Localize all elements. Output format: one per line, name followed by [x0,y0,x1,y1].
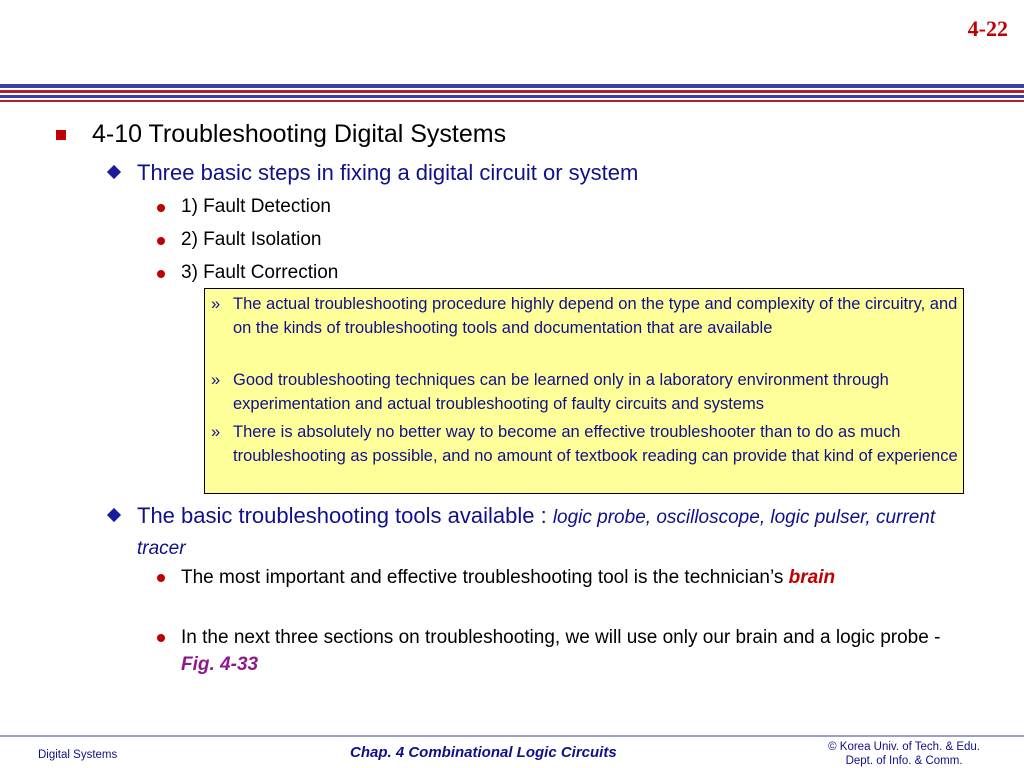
diamond-bullet-icon [107,508,121,522]
page-number: 4-22 [967,16,1008,41]
tool-point-text: In the next three sections on troubleshooting, we will use only our brain and a logic probe - [181,627,941,648]
tool-point [181,565,951,590]
note-item [211,368,959,416]
note-text: Good troubleshooting techniques can be learned only in a laboratory environment through experimentation and actual troubleshooting of faulty circuits and systems [233,371,889,413]
brain-emphasis: brain [788,567,836,588]
note-text: There is absolutely no better way to become an effective troubleshooter than to do as much troubleshooting as possible, and no amount of textbook reading can provide that kind of experience [233,423,958,465]
section-title-text: 4-10 Troubleshooting Digital Systems [92,120,507,148]
note-marker: » [211,423,221,441]
note-item [211,292,959,340]
tools-heading [137,501,937,563]
footer-rule [0,735,1024,737]
steps-heading [137,160,638,186]
step-item [181,229,321,251]
tools-heading-text: The basic troubleshooting tools available : [137,503,553,528]
round-bullet-icon [157,204,165,212]
header-rule [0,84,1024,102]
step-item [181,196,331,218]
step-item-label: 3) Fault Correction [181,262,339,283]
tool-point-text: The most important and effective troubleshooting tool is the technician’s [181,567,789,588]
note-text: The actual troubleshooting procedure highly depend on the type and complexity of the circuitry, and on the kinds of troubleshooting tools and documentation that are available [233,295,958,337]
steps-heading-text: Three basic steps in fixing a digital circuit or system [137,160,639,185]
footer-copyright [828,740,980,768]
step-item-label: 1) Fault Detection [181,196,331,217]
figure-reference: Fig. 4-33 [181,654,259,675]
round-bullet-icon [157,270,165,278]
round-bullet-icon [157,574,165,582]
step-item [181,262,338,284]
diamond-bullet-icon [107,165,121,179]
tool-point [181,624,951,678]
step-item-label: 2) Fault Isolation [181,229,322,250]
square-bullet-icon [56,130,66,140]
note-item [211,420,959,468]
notes-box [204,288,964,494]
round-bullet-icon [157,237,165,245]
note-marker: » [211,371,221,389]
footer-chapter: Chap. 4 Combinational Logic Circuits [350,744,617,761]
tools-list: logic probe, oscilloscope, logic pulser, current tracer [137,507,936,559]
round-bullet-icon [157,634,165,642]
footer-copyright-line: Dept. of Info. & Comm. [845,755,963,767]
section-title [92,120,506,149]
footer-copyright-line: © Korea Univ. of Tech. & Edu. [828,741,980,753]
note-marker: » [211,295,221,313]
footer-course: Digital Systems [38,749,118,761]
